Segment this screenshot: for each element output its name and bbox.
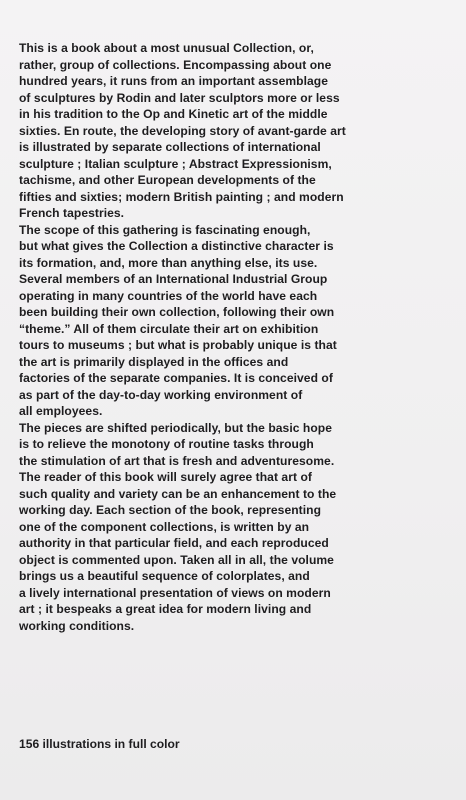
blurb-line: hundred years, it runs from an important assemblage	[19, 74, 328, 88]
blurb-line: authority in that particular field, and each reproduced	[19, 536, 329, 550]
blurb-line: its formation, and, more than anything else, its use.	[19, 255, 318, 270]
blurb-line: all employees.	[19, 404, 103, 418]
blurb-line: operating in many countries of the world have each	[19, 288, 318, 303]
blurb-line: factories of the separate companies. It is conceived of	[19, 371, 333, 385]
blurb-line: working conditions.	[19, 618, 135, 633]
blurb-line: as part of the day-to-day working environment of	[19, 387, 303, 402]
blurb-line: The scope of this gathering is fascinating enough,	[19, 222, 311, 237]
blurb-line: tachisme, and other European developments of the	[19, 173, 316, 187]
illustrations-note: 156 illustrations in full color	[19, 737, 180, 751]
blurb-line: art ; it bespeaks a great idea for modern living and	[19, 602, 312, 616]
blurb-line: but what gives the Collection a distinctive character is	[19, 239, 334, 253]
blurb-line: sculpture ; Italian sculpture ; Abstract Expressionism,	[19, 156, 332, 171]
blurb-line: The reader of this book will surely agree that art of	[19, 470, 312, 484]
blurb-line: been building their own collection, following their own	[19, 305, 335, 319]
blurb-line: The pieces are shifted periodically, but the basic hope	[19, 420, 333, 435]
blurb-line: a lively international presentation of views on modern	[19, 585, 331, 600]
blurb-line: is to relieve the monotony of routine tasks through	[19, 437, 314, 451]
blurb-line: French tapestries.	[19, 206, 125, 220]
blurb-line: Several members of an International Industrial Group	[19, 272, 328, 286]
blurb-line: This is a book about a most unusual Collection, or,	[19, 41, 314, 55]
blurb-text	[19, 40, 459, 634]
blurb-line: fifties and sixties; modern British painting ; and modern	[19, 189, 344, 204]
blurb-line: brings us a beautiful sequence of colorplates, and	[19, 569, 310, 583]
blurb-line: rather, group of collections. Encompassing about one	[19, 57, 332, 72]
blurb-line: of sculptures by Rodin and later sculptors more or less	[19, 90, 340, 105]
blurb-line: working day. Each section of the book, representing	[19, 503, 322, 517]
blurb-line: “theme.” All of them circulate their art on exhibition	[19, 321, 319, 336]
blurb-line: is illustrated by separate collections of international	[19, 140, 321, 154]
blurb-line: such quality and variety can be an enhancement to the	[19, 486, 337, 501]
blurb-line: in his tradition to the Op and Kinetic art of the middle	[19, 107, 328, 121]
blurb-line: tours to museums ; but what is probably unique is that	[19, 338, 337, 352]
blurb-line: the stimulation of art that is fresh and adventuresome.	[19, 453, 335, 468]
blurb-line: object is commented upon. Taken all in all, the volume	[19, 552, 334, 567]
blurb-line: sixties. En route, the developing story of avant-garde art	[19, 123, 346, 138]
blurb-line: one of the component collections, is written by an	[19, 519, 310, 534]
blurb-line: the art is primarily displayed in the offices and	[19, 354, 289, 369]
